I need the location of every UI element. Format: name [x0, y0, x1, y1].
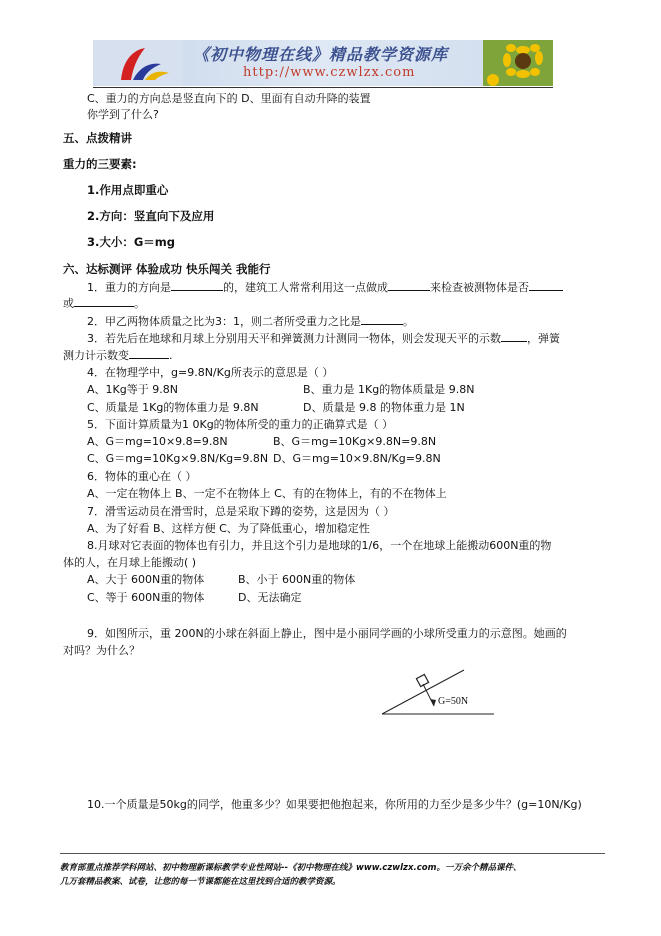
options: A、为了好看 B、这样方便 C、为了降低重心，增加稳定性 [87, 522, 370, 535]
question-9: 9．如图所示，重 200N的小球在斜面上静止，图中是小丽同学画的小球所受重力的示意图。她画的 [87, 627, 567, 640]
text: 或 [63, 297, 74, 310]
sunflower-icon [483, 40, 553, 86]
point-1: 1.作用点即重心 [87, 183, 169, 197]
question-4: 4．在物理学中，g=9.8N/Kg所表示的意思是（ ） [87, 366, 334, 379]
footer-line-2: 几万套精品教案、试卷，让您的每一节课都能在这里找到合适的教学资源。 [60, 877, 341, 887]
reflection-prompt: 你学到了什么? [87, 108, 159, 121]
text: 。 [134, 297, 145, 310]
question-2 [87, 314, 414, 329]
question-7: 7．滑雪运动员在滑雪时，总是采取下蹲的姿势，这是因为（ ） [87, 505, 395, 518]
text: 测力计示数变 [63, 349, 129, 362]
text: . [169, 349, 173, 362]
text: 。 [403, 315, 414, 328]
banner-title: 《初中物理在线》精品教学资源库 [193, 45, 449, 64]
text: 2．甲乙两物体质量之比为3：1，则二者所受重力之比是 [87, 315, 361, 328]
answer-blank[interactable] [171, 280, 223, 291]
text: ，弹簧 [527, 332, 560, 345]
question-10: 10.一个质量是50kg的同学，他重多少？如果要把他抱起来，你所用的力至少是多少牛？(g=10N/Kg) [87, 798, 582, 811]
header-rule [93, 87, 553, 88]
text: 3．若先后在地球和月球上分别用天平和弹簧测力计测同一物体，则会发现天平的示数 [87, 332, 501, 345]
subheading: 重力的三要素: [63, 157, 137, 171]
option-b: B、重力是 1Kg的物体质量是 9.8N [303, 383, 475, 396]
text: 1．重力的方向是 [87, 281, 171, 294]
text: 的，建筑工人常常利用这一点做成 [223, 281, 388, 294]
answer-blank[interactable] [361, 314, 403, 325]
answer-blank[interactable] [529, 280, 563, 291]
question-1 [87, 280, 563, 295]
header-banner [93, 40, 553, 86]
option-d: D、质量是 9.8 的物体重力是 1N [303, 401, 465, 414]
section-heading: 五、点拨精讲 [63, 131, 132, 145]
banner-url: http://www.czwlzx.com [243, 65, 416, 80]
block-icon [416, 674, 428, 686]
option-a: A、1Kg等于 9.8N [87, 383, 178, 396]
point-3: 3.大小：G＝mg [87, 235, 176, 249]
question-3-cont [63, 348, 173, 363]
option-c: C、等于 600N重的物体 [87, 591, 205, 604]
question-6: 6．物体的重心在（ ） [87, 470, 197, 483]
option-a: A、G＝mg=10×9.8=9.8N [87, 435, 228, 448]
option-d: D、无法确定 [238, 591, 302, 604]
option-line: C、重力的方向总是竖直向下的 D、里面有自动升降的装置 [87, 92, 371, 105]
answer-blank[interactable] [74, 296, 134, 307]
question-3 [87, 331, 560, 346]
text: 来检查被测物体是否 [430, 281, 529, 294]
answer-blank[interactable] [129, 348, 169, 359]
incline-figure [378, 662, 498, 720]
footer-line-1: 教育部重点推荐学科网站、初中物理新课标教学专业性网站--《初中物理在线》www.czwlzx.com。一万余个精品课件、 [60, 863, 522, 873]
option-b: B、小于 600N重的物体 [238, 573, 356, 586]
option-c: C、质量是 1Kg的物体重力是 9.8N [87, 401, 259, 414]
question-1-cont [63, 296, 145, 311]
answer-blank[interactable] [388, 280, 430, 291]
question-8-cont: 体的人，在月球上能搬动( ) [63, 556, 197, 569]
option-a: A、大于 600N重的物体 [87, 573, 205, 586]
option-c: C、G＝mg=10Kg×9.8N/Kg=9.8N [87, 452, 269, 465]
footer-rule [60, 853, 605, 854]
question-5: 5．下面计算质量为1 0Kg的物体所受的重力的正确算式是（ ） [87, 418, 394, 431]
answer-blank[interactable] [501, 331, 527, 342]
point-2: 2.方向：竖直向下及应用 [87, 209, 215, 223]
option-d: D、G＝mg=10×9.8N/Kg=9.8N [273, 452, 441, 465]
logo-icon [93, 40, 183, 86]
option-b: B、G＝mg=10Kg×9.8N=9.8N [273, 435, 437, 448]
options: A、一定在物体上 B、一定不在物体上 C、有的在物体上，有的不在物体上 [87, 487, 447, 500]
question-8: 8.月球对它表面的物体也有引力，并且这个引力是地球的1/6，一个在地球上能搬动600N重的物 [87, 539, 552, 552]
question-9-cont: 对吗？为什么？ [63, 644, 140, 657]
section-heading: 六、达标测评 体验成功 快乐闯关 我能行 [63, 262, 271, 276]
force-label: G=50N [438, 696, 469, 707]
